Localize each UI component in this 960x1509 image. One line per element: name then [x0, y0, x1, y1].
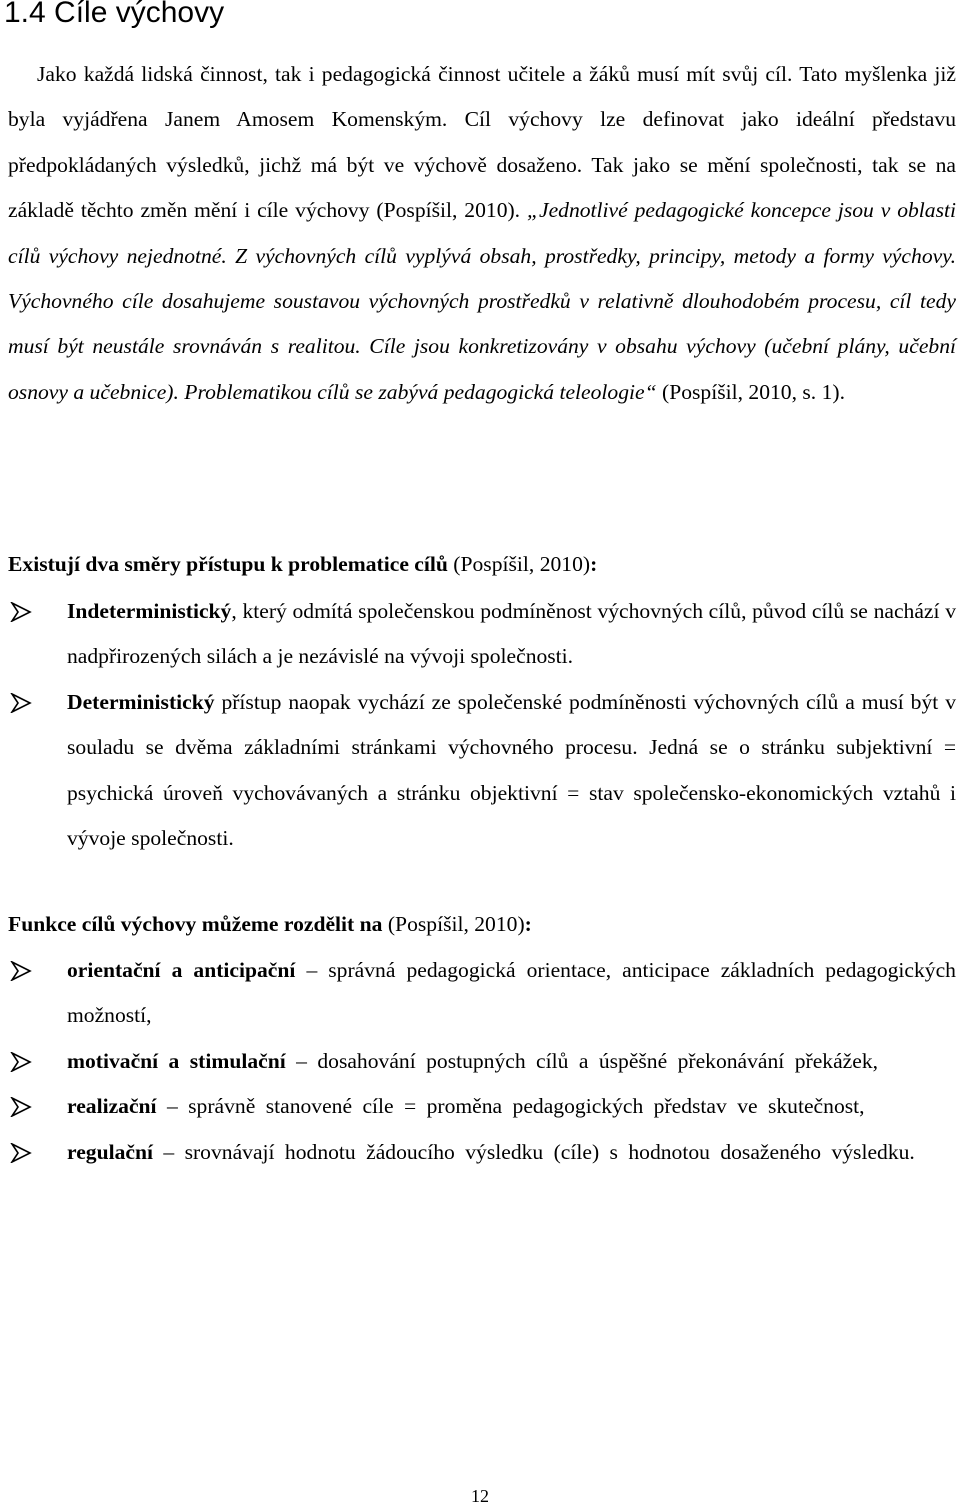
approaches-list [0, 589, 960, 861]
section-heading: 1.4 Cíle výchovy [4, 0, 225, 29]
function-term: regulační [67, 1139, 153, 1164]
functions-title-citation: (Pospíšil, 2010) [382, 912, 525, 936]
list-item [0, 948, 956, 1039]
approach-term: Indeterministický [67, 599, 232, 623]
list-item [0, 680, 956, 862]
function-text: – dosahování postupných cílů a úspěšné překonávání překážek, [285, 1048, 879, 1073]
approach-text: přístup naopak vychází ze společenské podmíněnosti výchovných cílů a musí být v souladu se dvěma základními stránkami výchovného procesu. Jedná se o stránku subjektivní = psychická úroveň vychovávaných a stránku objektivní = stav společensko-ekonomických vztahů i vývoje společnosti. [67, 689, 956, 851]
function-text: – správně stanovené cíle = proměna pedagogických představ ve skutečnost, [156, 1094, 865, 1119]
arrowhead-bullet-icon [10, 1143, 32, 1163]
function-term: motivační a stimulační [67, 1048, 286, 1073]
function-term: orientační a anticipační [67, 958, 296, 982]
approaches-title [8, 542, 956, 587]
list-item [0, 1039, 956, 1084]
approaches-title-citation: (Pospíšil, 2010) [447, 552, 591, 576]
functions-title-bold: Funkce cílů výchovy můžeme rozdělit na [8, 912, 383, 936]
arrowhead-bullet-icon [10, 602, 32, 622]
approaches-title-bold: Existují dva směry přístupu k problematice cílů [8, 552, 448, 576]
arrowhead-bullet-icon [10, 1052, 32, 1072]
list-item [0, 589, 956, 680]
function-text: – správná pedagogická orientace, anticipace základních pedagogických možností, [67, 958, 956, 1028]
functions-title [8, 902, 956, 947]
arrowhead-bullet-icon [10, 1097, 32, 1117]
functions-list [0, 948, 960, 1175]
approach-text: , který odmítá společenskou podmíněnost výchovných cílů, původ cílů se nachází v nadpřirozených silách a je nezávislé na vývoji společnosti. [67, 599, 956, 669]
intro-text: Jako každá lidská činnost, tak i pedagogická činnost učitele a žáků musí mít svůj cíl. Tato myšlenka již byla vyjádřena Janem Amosem Komenským. Cíl výchovy lze definovat jako ideální představu předpokládaných výsledků, jichž má být ve výchově dosaženo. Tak jako se mění společnosti, tak se na základě těchto změn mění i cíle výchovy (Pospíšil, 2010). [8, 62, 956, 223]
approaches-title-colon: : [590, 552, 598, 576]
list-item [0, 1084, 956, 1129]
list-item [0, 1130, 956, 1175]
arrowhead-bullet-icon [10, 961, 32, 981]
functions-title-colon: : [524, 912, 532, 936]
arrowhead-bullet-icon [10, 693, 32, 713]
function-text: – srovnávají hodnotu žádoucího výsledku (cíle) s hodnotou dosaženého výsledku. [152, 1139, 915, 1164]
function-term: realizační [67, 1094, 157, 1119]
page-number: 12 [471, 1486, 489, 1506]
approach-term: Deterministický [67, 689, 215, 714]
quoted-text: „Jednotlivé pedagogické koncepce jsou v oblasti cílů výchovy nejednotné. Z výchovných cílů vyplývá obsah, prostředky, principy, metody a formy výchovy. Výchovného cíle dosahujeme soustavou výchovných prostředků v relativně dlouhodobém procesu, cíl tedy musí být neustále srovnáván s realitou. Cíle jsou konkretizovány v obsahu výchovy (učební plány, učební osnovy a učebnice). Problematikou cílů se zabývá pedagogická teleologie“ [8, 198, 956, 404]
citation: (Pospíšil, 2010, s. 1). [656, 379, 845, 404]
intro-paragraph [8, 52, 956, 415]
